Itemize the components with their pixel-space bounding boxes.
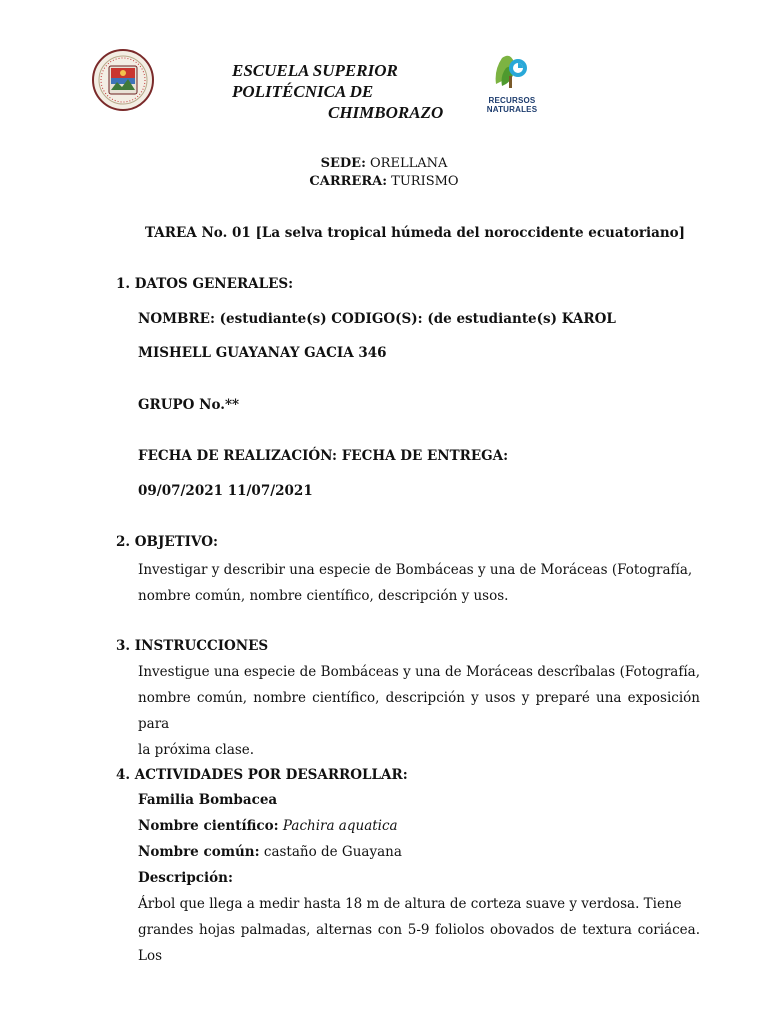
nombre-line1: NOMBRE: (estudiante(s) CODIGO(S): (de estudiante(s) KAROL (138, 311, 616, 327)
descripcion-paragraph (138, 891, 700, 969)
fechas-label: FECHA DE REALIZACIÓN: FECHA DE ENTREGA: (138, 448, 509, 464)
comun-label: Nombre común: (138, 844, 260, 860)
objetivo-line2: nombre común, nombre científico, descripción y usos. (138, 588, 509, 604)
familia-line: Familia Bombacea (138, 792, 278, 808)
logo-text: RECURSOS NATURALES (486, 96, 538, 114)
nombre-line2: MISHELL GUAYANAY GACIA 346 (138, 345, 387, 361)
sede-label: SEDE: (320, 156, 366, 171)
section2-title: 2. OBJETIVO: (116, 534, 218, 550)
school-name-line3: CHIMBORAZO (328, 103, 444, 122)
instrucciones-paragraph (138, 659, 700, 763)
school-name-line2: POLITÉCNICA DE (232, 82, 374, 101)
fechas-values: 09/07/2021 11/07/2021 (138, 483, 313, 499)
objetivo-paragraph (138, 557, 700, 609)
carrera-label: CARRERA: (309, 174, 388, 189)
descripcion-line1: Árbol que llega a medir hasta 18 m de altura de corteza suave y verdosa. Tiene (138, 896, 682, 912)
cientifico-label: Nombre científico: (138, 818, 279, 834)
tarea-title: TAREA No. 01 [La selva tropical húmeda del noroccidente ecuatoriano] (145, 225, 686, 241)
sede-line (0, 156, 768, 171)
section4-title: 4. ACTIVIDADES POR DESARROLLAR: (116, 767, 408, 783)
instrucciones-line3: la próxima clase. (138, 742, 255, 758)
grupo-line: GRUPO No.** (138, 397, 240, 413)
comun-value: castaño de Guayana (259, 844, 402, 860)
descripcion-line2: grandes hojas palmadas, alternas con 5-9 foliolos obovados de textura coriácea. Los (138, 922, 700, 964)
cientifico-line (138, 818, 398, 834)
cientifico-value: Pachira aquatica (278, 818, 398, 834)
instrucciones-line1: Investigue una especie de Bombáceas y una de Moráceas descrîbalas (Fotografía, (138, 664, 700, 680)
sede-value: ORELLANA (365, 156, 448, 171)
carrera-line (0, 174, 768, 189)
recursos-naturales-logo-icon (472, 50, 552, 120)
objetivo-line1: Investigar y describir una especie de Bombáceas y una de Moráceas (Fotografía, (138, 562, 693, 578)
comun-line (138, 844, 402, 860)
school-name-line1: ESCUELA SUPERIOR (232, 61, 398, 80)
school-name (232, 60, 443, 123)
section3-title: 3. INSTRUCCIONES (116, 638, 269, 654)
descripcion-label: Descripción: (138, 870, 233, 886)
university-seal-icon (92, 49, 154, 111)
section1-title: 1. DATOS GENERALES: (116, 276, 294, 292)
instrucciones-line2: nombre común, nombre científico, descripción y usos y preparé una exposición para (138, 690, 700, 732)
carrera-value: TURISMO (387, 174, 459, 189)
